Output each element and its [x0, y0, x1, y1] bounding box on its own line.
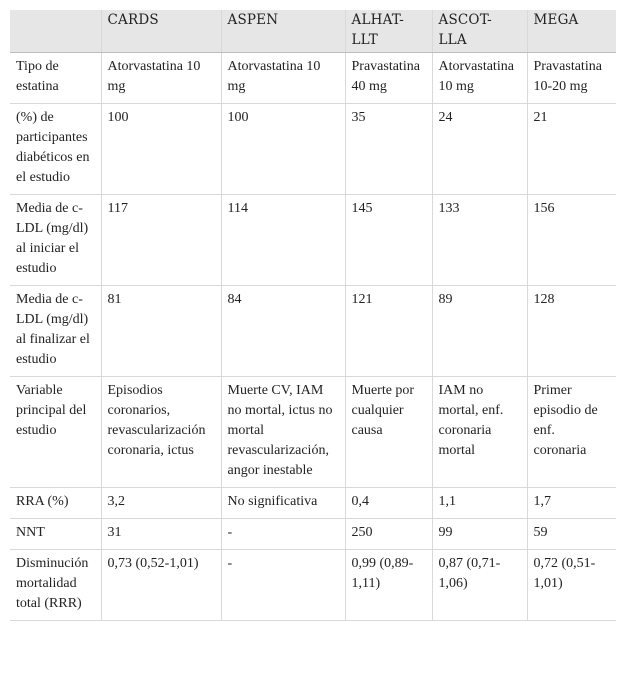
header-label: CARDS	[107, 12, 159, 28]
table-cell: Episodios coronarios, revascularización coronaria, ictus	[101, 377, 221, 488]
table-cell: 100	[101, 104, 221, 195]
row-label: Disminución mortalidad total (RRR)	[10, 550, 101, 621]
table-cell: 0,72 (0,51-1,01)	[527, 550, 616, 621]
table-cell: 59	[527, 519, 616, 550]
statin-trials-table	[10, 10, 616, 621]
table-cell: 24	[432, 104, 527, 195]
table-cell: 0,99 (0,89-1,11)	[345, 550, 432, 621]
header-label: ALHAT-	[351, 12, 405, 28]
table-cell: 114	[221, 195, 345, 286]
row-label: Media de c-LDL (mg/dl) al finalizar el estudio	[10, 286, 101, 377]
row-label: Tipo de estatina	[10, 53, 101, 104]
table-cell: 145	[345, 195, 432, 286]
table-cell: -	[221, 519, 345, 550]
table-cell: -	[221, 550, 345, 621]
table-row	[10, 104, 616, 195]
table-cell: 0,87 (0,71-1,06)	[432, 550, 527, 621]
header-cell-alhat-llt	[345, 10, 432, 53]
table-cell: 133	[432, 195, 527, 286]
table-row	[10, 286, 616, 377]
table-cell: 21	[527, 104, 616, 195]
table-body	[10, 53, 616, 621]
table-cell: No significativa	[221, 488, 345, 519]
header-label: LLA	[438, 32, 467, 48]
header-cell-empty	[10, 10, 101, 53]
table-cell: Primer episodio de enf. coronaria	[527, 377, 616, 488]
table-cell: 156	[527, 195, 616, 286]
table-row	[10, 53, 616, 104]
header-label: MEGA	[533, 12, 579, 28]
table-cell: 99	[432, 519, 527, 550]
table-cell: 35	[345, 104, 432, 195]
table-row	[10, 519, 616, 550]
table-cell: IAM no mortal, enf. coronaria mortal	[432, 377, 527, 488]
table-cell: 1,1	[432, 488, 527, 519]
table-cell: 84	[221, 286, 345, 377]
header-row	[10, 10, 616, 53]
row-label: Media de c-LDL (mg/dl) al iniciar el estudio	[10, 195, 101, 286]
row-label: (%) de participantes diabéticos en el estudio	[10, 104, 101, 195]
table-row	[10, 488, 616, 519]
table-cell: 0,73 (0,52-1,01)	[101, 550, 221, 621]
table-cell: 0,4	[345, 488, 432, 519]
header-label: ASCOT-	[438, 12, 492, 28]
table-cell: 128	[527, 286, 616, 377]
table-cell: 31	[101, 519, 221, 550]
statin-trials-table-container	[10, 10, 616, 621]
row-label: NNT	[10, 519, 101, 550]
header-cell-cards	[101, 10, 221, 53]
table-cell: Pravastatina 10-20 mg	[527, 53, 616, 104]
table-cell: Atorvastatina 10 mg	[221, 53, 345, 104]
table-cell: 89	[432, 286, 527, 377]
header-cell-aspen	[221, 10, 345, 53]
header-label: ASPEN	[227, 12, 279, 28]
row-label: Variable principal del estudio	[10, 377, 101, 488]
table-cell: Muerte CV, IAM no mortal, ictus no mortal revascularización, angor inestable	[221, 377, 345, 488]
table-cell: 1,7	[527, 488, 616, 519]
table-header	[10, 10, 616, 53]
table-cell: 121	[345, 286, 432, 377]
table-row	[10, 377, 616, 488]
table-cell: 117	[101, 195, 221, 286]
table-row	[10, 195, 616, 286]
header-cell-mega	[527, 10, 616, 53]
header-label: LLT	[351, 32, 378, 48]
row-label: RRA (%)	[10, 488, 101, 519]
table-cell: Atorvastatina 10 mg	[432, 53, 527, 104]
table-cell: 3,2	[101, 488, 221, 519]
table-cell: 250	[345, 519, 432, 550]
table-cell: 81	[101, 286, 221, 377]
table-cell: Atorvastatina 10 mg	[101, 53, 221, 104]
table-row	[10, 550, 616, 621]
header-cell-ascot-lla	[432, 10, 527, 53]
table-cell: Muerte por cualquier causa	[345, 377, 432, 488]
table-cell: 100	[221, 104, 345, 195]
table-cell: Pravastatina 40 mg	[345, 53, 432, 104]
